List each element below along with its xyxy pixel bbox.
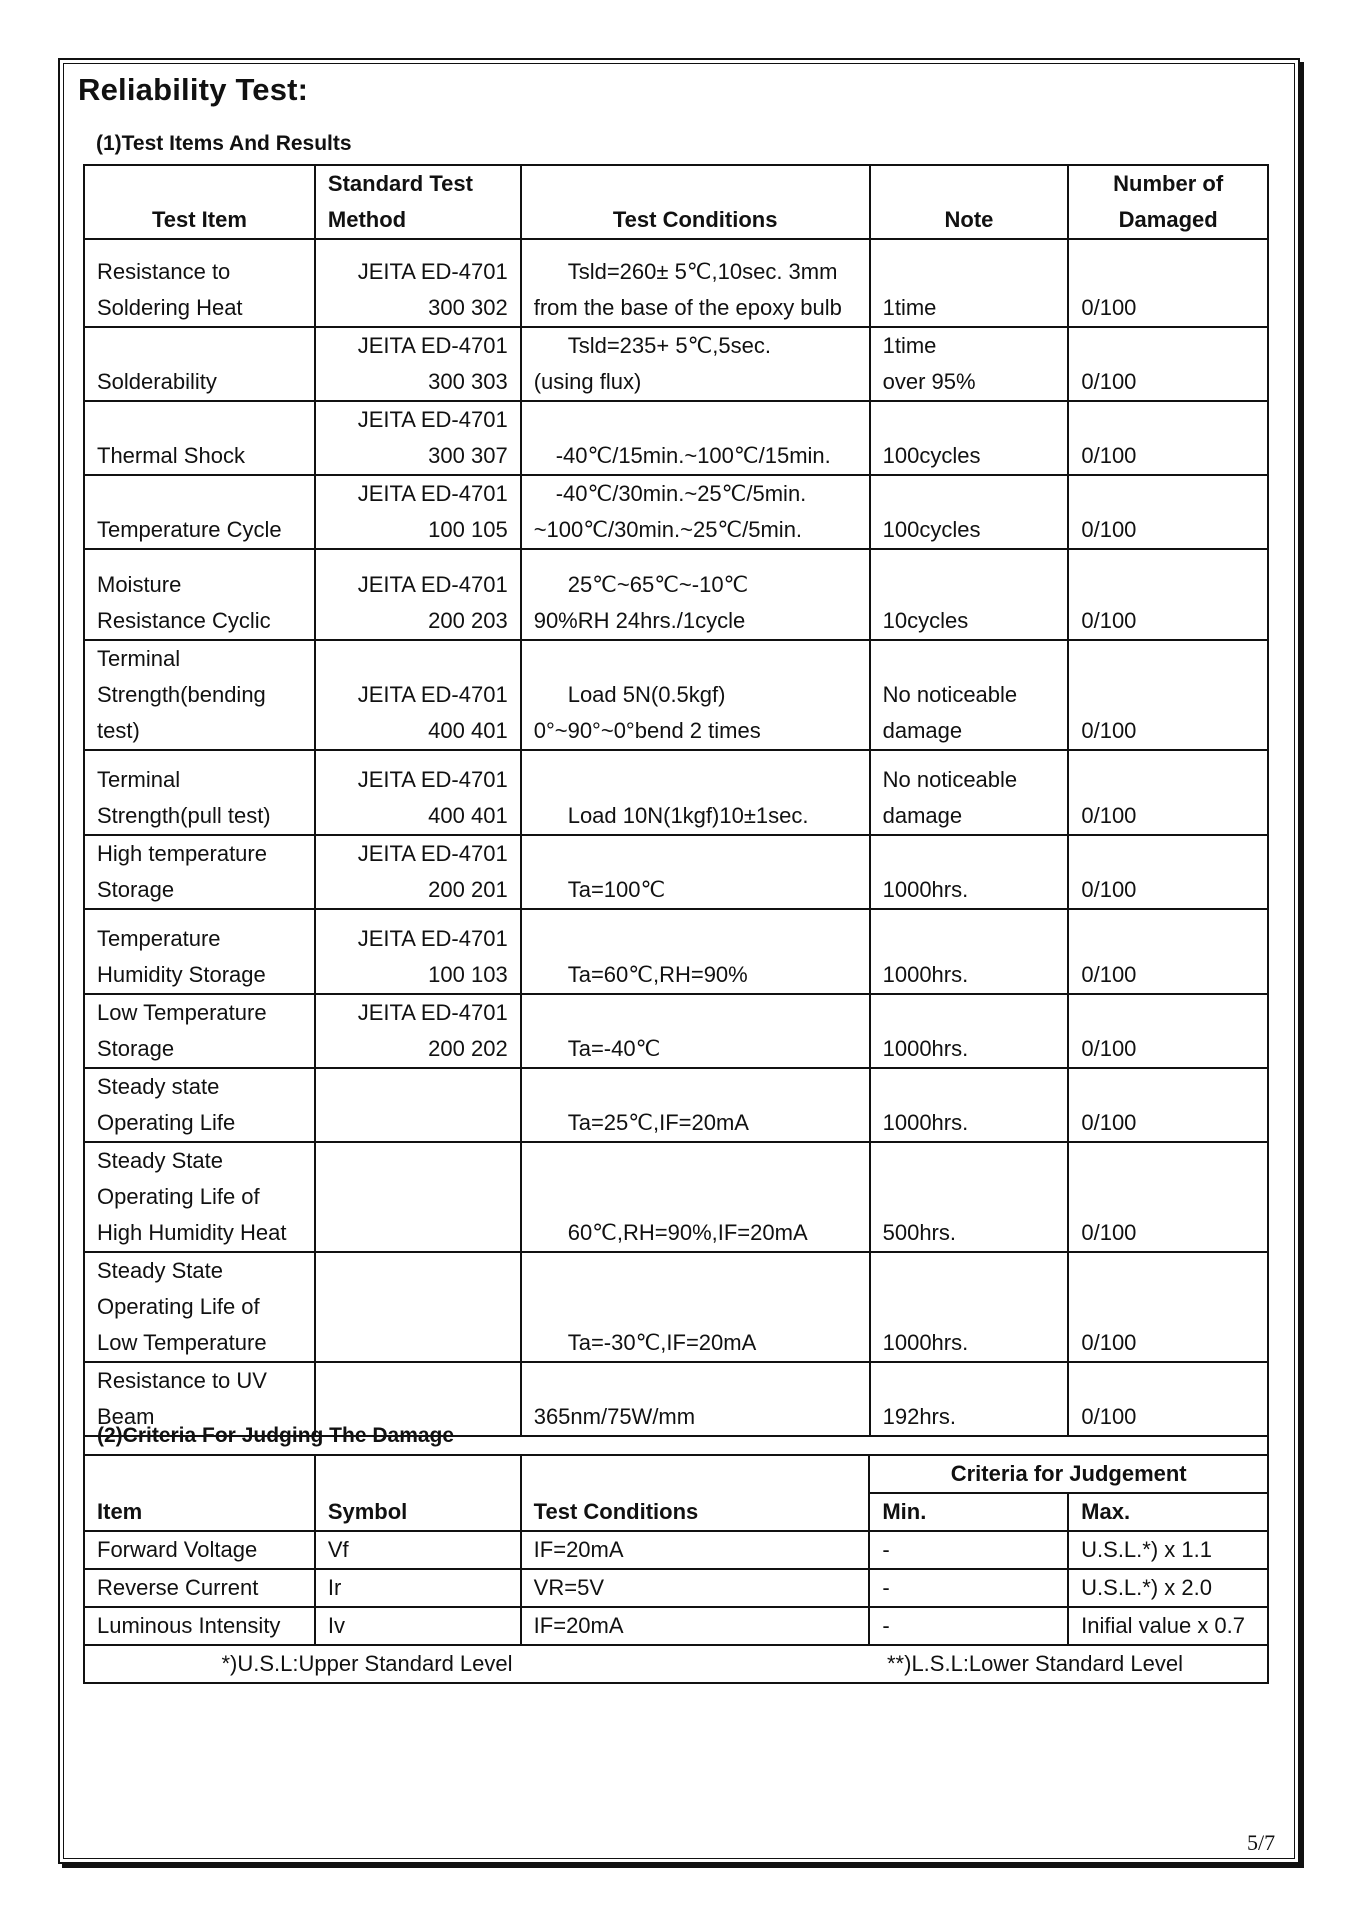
cell-method [315, 1068, 521, 1142]
section-heading-criteria: (2)Criteria For Judging The Damage [84, 1418, 1268, 1455]
cell-conditions: -40℃/15min.~100℃/15min. [521, 401, 870, 475]
cell-test-item: Steady State Operating Life of High Humidity Heat [84, 1142, 315, 1252]
cell-damaged: 0/100 [1068, 1142, 1268, 1252]
cell-method: JEITA ED-4701 300 307 [315, 401, 521, 475]
cell-conditions: 60℃,RH=90%,IF=20mA [521, 1142, 870, 1252]
cell-damaged: 0/100 [1068, 909, 1268, 994]
cell-max: Inifial value x 0.7 [1068, 1607, 1268, 1645]
header-test-conditions: Test Conditions [521, 165, 870, 239]
cell-test-item: Moisture Resistance Cyclic [84, 549, 315, 640]
test-results-table [83, 164, 1269, 1437]
cell-method: JEITA ED-4701 100 103 [315, 909, 521, 994]
cell-conditions: Tsld=260± 5℃,10sec. 3mm from the base of the epoxy bulb [521, 239, 870, 327]
footnote-cell [84, 1645, 1268, 1683]
cell-note: 100cycles [870, 475, 1069, 549]
cell-note: 1000hrs. [870, 1068, 1069, 1142]
cell-test-item: Solderability [84, 327, 315, 401]
cell-method: JEITA ED-4701 200 202 [315, 994, 521, 1068]
cell-conditions: Load 5N(0.5kgf) 0°~90°~0°bend 2 times [521, 640, 870, 750]
footnote-usl: *)U.S.L:Upper Standard Level [221, 1651, 513, 1676]
header-item: Item [84, 1455, 315, 1531]
cell-damaged: 0/100 [1068, 401, 1268, 475]
footnote-lsl: **)L.S.L:Lower Standard Level [887, 1651, 1183, 1676]
cell-method: JEITA ED-4701 400 401 [315, 750, 521, 835]
cell-test-item: Resistance to Soldering Heat [84, 239, 315, 327]
cell-damaged: 0/100 [1068, 994, 1268, 1068]
cell-item: Reverse Current [84, 1569, 315, 1607]
header-conditions: Test Conditions [521, 1455, 870, 1531]
table-row [84, 401, 1268, 475]
cell-conditions: VR=5V [521, 1569, 870, 1607]
cell-item: Luminous Intensity [84, 1607, 315, 1645]
cell-test-item: Terminal Strength(bending test) [84, 640, 315, 750]
table-row [84, 909, 1268, 994]
cell-damaged: 0/100 [1068, 1068, 1268, 1142]
cell-test-item: Steady state Operating Life [84, 1068, 315, 1142]
header-note: Note [870, 165, 1069, 239]
cell-note: 1time [870, 239, 1069, 327]
cell-symbol: Ir [315, 1569, 521, 1607]
table-row [84, 835, 1268, 909]
header-symbol: Symbol [315, 1455, 521, 1531]
cell-test-item: Terminal Strength(pull test) [84, 750, 315, 835]
header-max: Max. [1068, 1493, 1268, 1531]
cell-max: U.S.L.*) x 1.1 [1068, 1531, 1268, 1569]
cell-method: JEITA ED-4701 400 401 [315, 640, 521, 750]
cell-method: JEITA ED-4701 300 303 [315, 327, 521, 401]
cell-damaged: 0/100 [1068, 549, 1268, 640]
cell-note: 1000hrs. [870, 994, 1069, 1068]
cell-test-item: Steady State Operating Life of Low Temperature [84, 1252, 315, 1362]
cell-method: JEITA ED-4701 200 203 [315, 549, 521, 640]
section-heading-row [84, 1418, 1268, 1455]
cell-symbol: Vf [315, 1531, 521, 1569]
cell-damaged: 0/100 [1068, 239, 1268, 327]
page-number: 5/7 [1247, 1830, 1276, 1855]
header-test-item: Test Item [84, 165, 315, 239]
table-header-row [84, 165, 1268, 239]
cell-max: U.S.L.*) x 2.0 [1068, 1569, 1268, 1607]
criteria-body [84, 1531, 1268, 1645]
cell-damaged: 0/100 [1068, 475, 1268, 549]
table-row [84, 1068, 1268, 1142]
table-row [84, 1252, 1268, 1362]
cell-note: 500hrs. [870, 1142, 1069, 1252]
cell-conditions: Load 10N(1kgf)10±1sec. [521, 750, 870, 835]
table-row [84, 750, 1268, 835]
header-damaged: Number of Damaged [1068, 165, 1268, 239]
table-row [84, 640, 1268, 750]
footnote-row [84, 1645, 1268, 1683]
cell-note: 1000hrs. [870, 909, 1069, 994]
cell-conditions: -40℃/30min.~25℃/5min. ~100℃/30min.~25℃/5min. [521, 475, 870, 549]
cell-damaged: 0/100 [1068, 1362, 1268, 1436]
cell-test-item: Resistance to UV Beam [84, 1362, 315, 1436]
cell-note: 192hrs. [870, 1362, 1069, 1436]
cell-method: JEITA ED-4701 300 302 [315, 239, 521, 327]
cell-method [315, 1142, 521, 1252]
criteria-row [84, 1607, 1268, 1645]
cell-conditions: Ta=60℃,RH=90% [521, 909, 870, 994]
criteria-row [84, 1569, 1268, 1607]
cell-item: Forward Voltage [84, 1531, 315, 1569]
cell-note: No noticeable damage [870, 750, 1069, 835]
header-min: Min. [869, 1493, 1068, 1531]
table-row [84, 327, 1268, 401]
cell-conditions: Ta=-40℃ [521, 994, 870, 1068]
cell-test-item: Low Temperature Storage [84, 994, 315, 1068]
cell-conditions: Tsld=235+ 5℃,5sec. (using flux) [521, 327, 870, 401]
table-row [84, 994, 1268, 1068]
table-row [84, 1142, 1268, 1252]
section-heading-test-items: (1)Test Items And Results [96, 132, 352, 155]
cell-conditions: IF=20mA [521, 1607, 870, 1645]
cell-test-item: Thermal Shock [84, 401, 315, 475]
header-criteria: Criteria for Judgement [869, 1455, 1268, 1493]
table-row [84, 549, 1268, 640]
cell-note: 10cycles [870, 549, 1069, 640]
test-results-body [84, 239, 1268, 1436]
cell-symbol: Iv [315, 1607, 521, 1645]
cell-note: 1time over 95% [870, 327, 1069, 401]
page-title: Reliability Test: [78, 72, 309, 107]
cell-note: No noticeable damage [870, 640, 1069, 750]
table-row [84, 239, 1268, 327]
cell-conditions: IF=20mA [521, 1531, 870, 1569]
header-method: Standard Test Method [315, 165, 521, 239]
cell-method: JEITA ED-4701 100 105 [315, 475, 521, 549]
cell-damaged: 0/100 [1068, 327, 1268, 401]
cell-damaged: 0/100 [1068, 640, 1268, 750]
cell-method: JEITA ED-4701 200 201 [315, 835, 521, 909]
cell-note: 1000hrs. [870, 835, 1069, 909]
cell-conditions: Ta=-30℃,IF=20mA [521, 1252, 870, 1362]
cell-note: 100cycles [870, 401, 1069, 475]
cell-damaged: 0/100 [1068, 750, 1268, 835]
cell-min: - [869, 1607, 1068, 1645]
cell-min: - [869, 1531, 1068, 1569]
cell-min: - [869, 1569, 1068, 1607]
cell-method [315, 1252, 521, 1362]
cell-test-item: High temperature Storage [84, 835, 315, 909]
criteria-row [84, 1531, 1268, 1569]
cell-damaged: 0/100 [1068, 1252, 1268, 1362]
criteria-header-row-1 [84, 1455, 1268, 1493]
cell-test-item: Temperature Humidity Storage [84, 909, 315, 994]
cell-conditions: 365nm/75W/mm [521, 1362, 870, 1436]
cell-conditions: Ta=25℃,IF=20mA [521, 1068, 870, 1142]
cell-damaged: 0/100 [1068, 835, 1268, 909]
cell-conditions: Ta=100℃ [521, 835, 870, 909]
cell-test-item: Temperature Cycle [84, 475, 315, 549]
table-row [84, 475, 1268, 549]
criteria-table [83, 1418, 1269, 1684]
cell-note: 1000hrs. [870, 1252, 1069, 1362]
cell-conditions: 25℃~65℃~-10℃ 90%RH 24hrs./1cycle [521, 549, 870, 640]
